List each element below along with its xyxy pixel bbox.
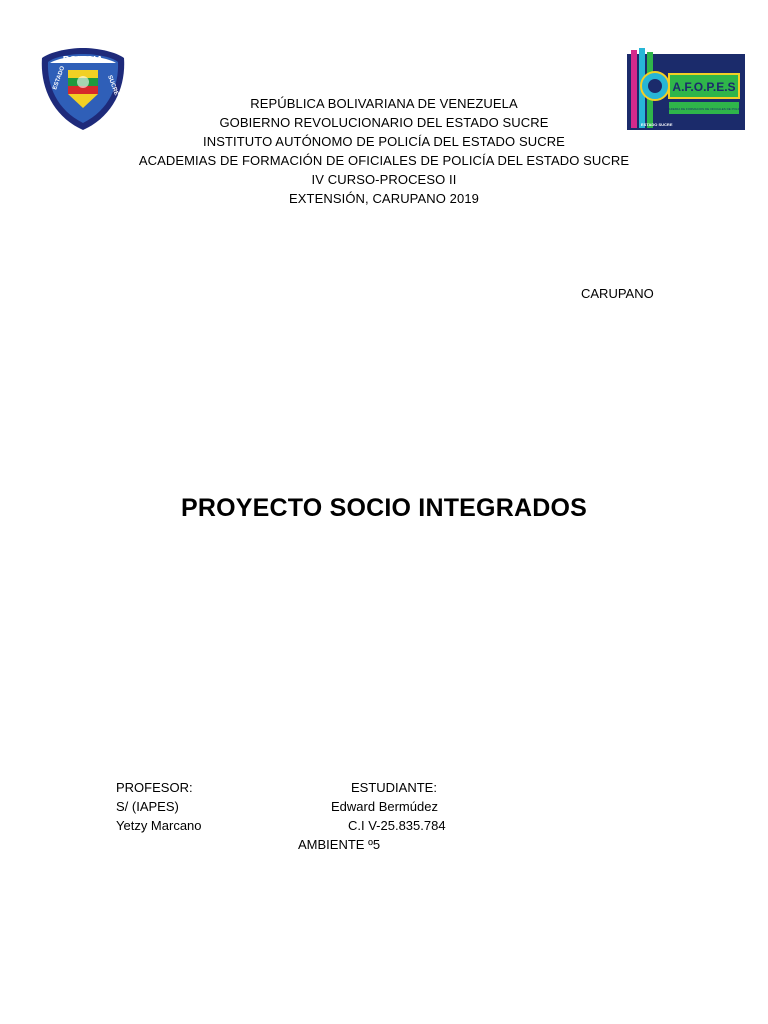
afopes-subtitle: ACADEMIA DE FORMACION DE OFICIALES DE POLICIA <box>664 107 744 111</box>
header-line: GOBIERNO REVOLUCIONARIO DEL ESTADO SUCRE <box>219 115 549 130</box>
institution-header <box>0 94 768 208</box>
location-text: CARUPANO <box>581 286 654 301</box>
shield-top-text: POLICIA <box>62 55 104 66</box>
document-title: PROYECTO SOCIO INTEGRADOS <box>181 494 587 522</box>
header-line: ACADEMIAS DE FORMACIÓN DE OFICIALES DE POLICÍA DEL ESTADO SUCRE <box>138 153 630 168</box>
student-room: AMBIENTE º5 <box>298 837 381 852</box>
afopes-footer: ESTADO SUCRE <box>641 122 673 127</box>
professor-label: PROFESOR: <box>116 780 193 795</box>
header-line: IV CURSO-PROCESO II <box>311 172 457 187</box>
student-label: ESTUDIANTE: <box>351 780 437 795</box>
student-id: C.I V-25.835.784 <box>348 818 446 833</box>
shield-left-text: ESTADO <box>52 65 67 91</box>
student-name: Edward Bermúdez <box>331 799 438 814</box>
professor-block <box>116 778 202 835</box>
shield-right-text: SUCRE <box>106 74 119 97</box>
header-line: EXTENSIÓN, CARUPANO 2019 <box>289 191 479 206</box>
afopes-title: A.F.O.P.E.S <box>672 80 736 94</box>
professor-affiliation: S/ (IAPES) <box>116 799 179 814</box>
header-line: REPÚBLICA BOLIVARIANA DE VENEZUELA <box>250 96 518 111</box>
header-line: INSTITUTO AUTÓNOMO DE POLICÍA DEL ESTADO SUCRE <box>203 134 565 149</box>
professor-name: Yetzy Marcano <box>116 818 202 833</box>
